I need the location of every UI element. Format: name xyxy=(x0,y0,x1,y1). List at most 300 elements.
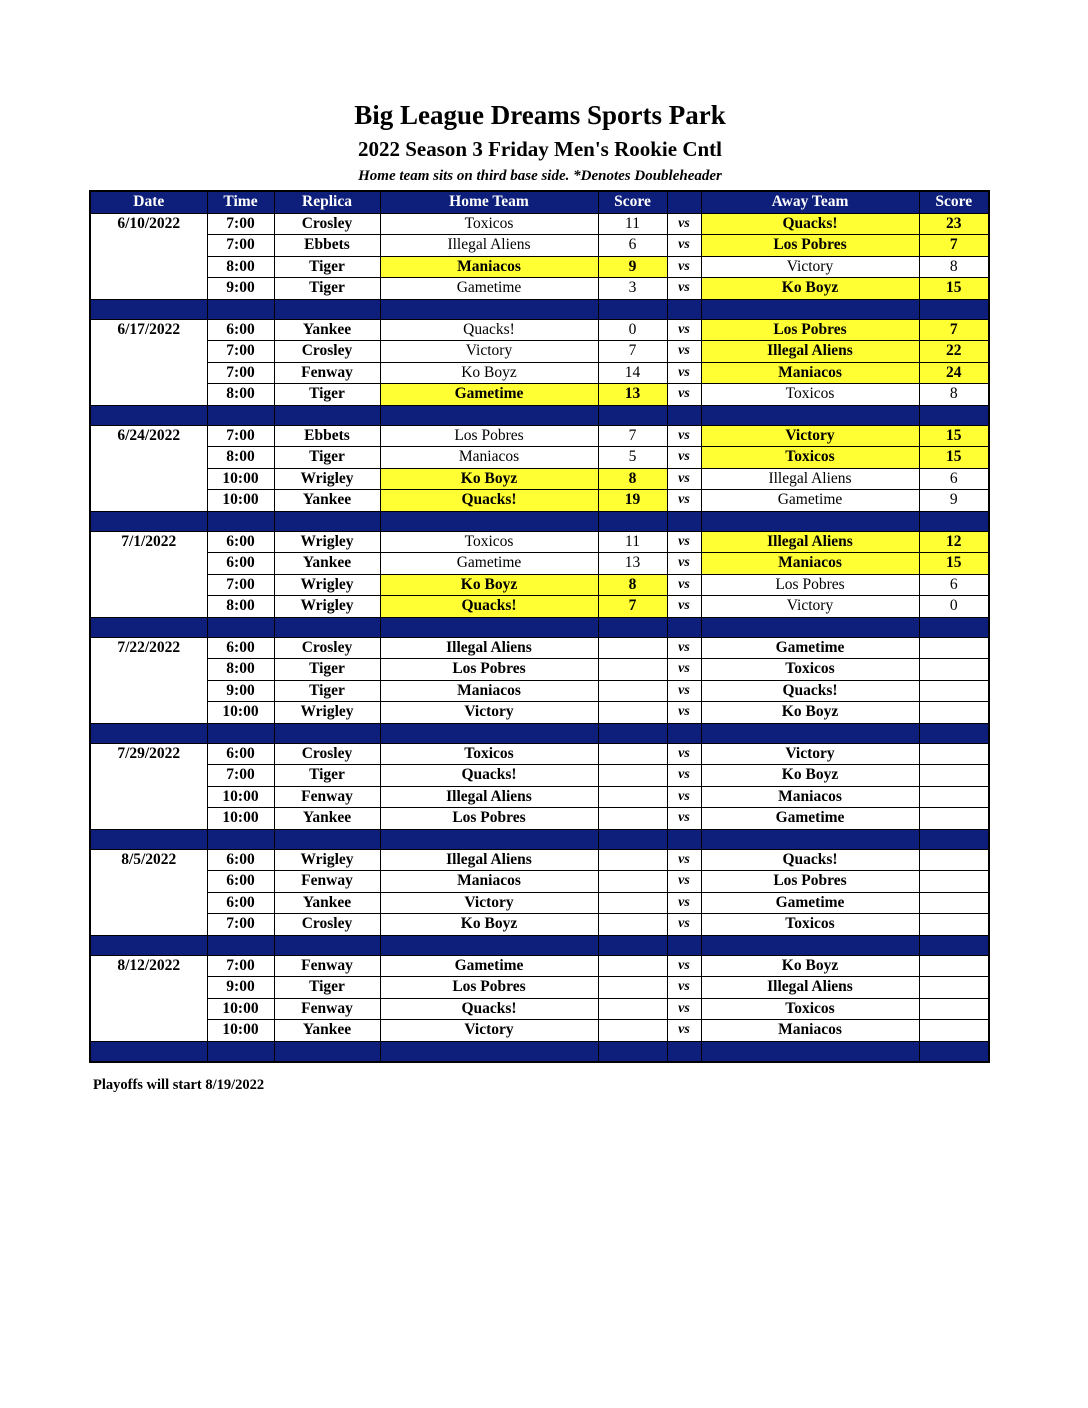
home-team: Victory xyxy=(380,702,598,724)
home-score: 19 xyxy=(598,490,667,512)
game-row xyxy=(90,278,989,300)
away-team: Los Pobres xyxy=(701,235,919,257)
game-row xyxy=(90,362,989,384)
vs-label: vs xyxy=(667,743,701,765)
home-score xyxy=(598,786,667,808)
separator-cell xyxy=(667,511,701,531)
separator-cell xyxy=(701,617,919,637)
separator-cell xyxy=(207,723,274,743)
field-name: Fenway xyxy=(274,786,380,808)
game-date xyxy=(90,808,207,830)
game-row xyxy=(90,468,989,490)
away-team: Gametime xyxy=(701,637,919,659)
game-row xyxy=(90,743,989,765)
away-score xyxy=(919,871,989,893)
game-time: 6:00 xyxy=(207,319,274,341)
vs-label: vs xyxy=(667,702,701,724)
away-team: Illegal Aliens xyxy=(701,468,919,490)
field-name: Wrigley xyxy=(274,468,380,490)
away-team: Ko Boyz xyxy=(701,765,919,787)
home-score xyxy=(598,808,667,830)
away-score: 6 xyxy=(919,468,989,490)
column-header-home-team: Home Team xyxy=(380,191,598,213)
game-row xyxy=(90,849,989,871)
vs-label: vs xyxy=(667,447,701,469)
away-score xyxy=(919,914,989,936)
week-separator xyxy=(90,935,989,955)
vs-label: vs xyxy=(667,468,701,490)
separator-cell xyxy=(90,723,207,743)
game-time: 10:00 xyxy=(207,1020,274,1042)
separator-cell xyxy=(919,723,989,743)
game-time: 7:00 xyxy=(207,425,274,447)
separator-cell xyxy=(598,299,667,319)
separator-cell xyxy=(701,405,919,425)
home-score: 8 xyxy=(598,574,667,596)
separator-cell xyxy=(380,511,598,531)
game-date xyxy=(90,765,207,787)
vs-label: vs xyxy=(667,786,701,808)
home-team: Ko Boyz xyxy=(380,914,598,936)
game-date xyxy=(90,786,207,808)
home-score: 7 xyxy=(598,596,667,618)
away-score xyxy=(919,680,989,702)
game-row xyxy=(90,786,989,808)
field-name: Fenway xyxy=(274,871,380,893)
vs-label: vs xyxy=(667,955,701,977)
schedule-note: Home team sits on third base side. *Denotes Doubleheader xyxy=(358,168,722,184)
field-name: Tiger xyxy=(274,384,380,406)
game-time: 10:00 xyxy=(207,702,274,724)
separator-cell xyxy=(90,299,207,319)
game-date xyxy=(90,256,207,278)
home-score xyxy=(598,680,667,702)
game-time: 6:00 xyxy=(207,849,274,871)
field-name: Wrigley xyxy=(274,531,380,553)
game-row xyxy=(90,702,989,724)
field-name: Ebbets xyxy=(274,235,380,257)
game-row xyxy=(90,384,989,406)
away-team: Los Pobres xyxy=(701,319,919,341)
separator-cell xyxy=(701,511,919,531)
separator-cell xyxy=(274,511,380,531)
vs-label: vs xyxy=(667,914,701,936)
field-name: Crosley xyxy=(274,213,380,235)
field-name: Tiger xyxy=(274,447,380,469)
home-score: 13 xyxy=(598,553,667,575)
home-score xyxy=(598,955,667,977)
separator-cell xyxy=(701,1041,919,1062)
home-score: 7 xyxy=(598,341,667,363)
game-row xyxy=(90,213,989,235)
game-time: 7:00 xyxy=(207,914,274,936)
vs-label: vs xyxy=(667,977,701,999)
field-name: Yankee xyxy=(274,1020,380,1042)
game-row xyxy=(90,998,989,1020)
field-name: Wrigley xyxy=(274,849,380,871)
separator-cell xyxy=(667,723,701,743)
away-team: Toxicos xyxy=(701,384,919,406)
home-team: Toxicos xyxy=(380,743,598,765)
game-time: 7:00 xyxy=(207,574,274,596)
game-date xyxy=(90,490,207,512)
game-row xyxy=(90,914,989,936)
vs-label: vs xyxy=(667,574,701,596)
field-name: Ebbets xyxy=(274,425,380,447)
field-name: Crosley xyxy=(274,341,380,363)
game-row xyxy=(90,871,989,893)
separator-cell xyxy=(667,617,701,637)
home-team: Quacks! xyxy=(380,765,598,787)
home-team: Toxicos xyxy=(380,531,598,553)
game-date xyxy=(90,680,207,702)
column-header-vs xyxy=(667,191,701,213)
away-team: Ko Boyz xyxy=(701,702,919,724)
vs-label: vs xyxy=(667,596,701,618)
game-row xyxy=(90,637,989,659)
separator-cell xyxy=(598,511,667,531)
game-time: 6:00 xyxy=(207,553,274,575)
separator-cell xyxy=(274,723,380,743)
home-team: Gametime xyxy=(380,553,598,575)
field-name: Crosley xyxy=(274,637,380,659)
home-team: Gametime xyxy=(380,384,598,406)
away-team: Maniacos xyxy=(701,786,919,808)
game-date xyxy=(90,892,207,914)
away-team: Quacks! xyxy=(701,680,919,702)
game-row xyxy=(90,553,989,575)
home-score xyxy=(598,702,667,724)
away-score: 15 xyxy=(919,447,989,469)
field-name: Tiger xyxy=(274,256,380,278)
away-score: 7 xyxy=(919,319,989,341)
separator-cell xyxy=(90,617,207,637)
separator-cell xyxy=(919,405,989,425)
game-time: 7:00 xyxy=(207,955,274,977)
home-score xyxy=(598,659,667,681)
separator-cell xyxy=(919,1041,989,1062)
away-team: Illegal Aliens xyxy=(701,977,919,999)
separator-cell xyxy=(919,829,989,849)
home-score xyxy=(598,849,667,871)
game-date: 6/17/2022 xyxy=(90,319,207,341)
vs-label: vs xyxy=(667,384,701,406)
game-date xyxy=(90,659,207,681)
separator-cell xyxy=(90,511,207,531)
home-team: Los Pobres xyxy=(380,808,598,830)
vs-label: vs xyxy=(667,256,701,278)
separator-cell xyxy=(207,405,274,425)
away-score xyxy=(919,637,989,659)
away-team: Quacks! xyxy=(701,213,919,235)
field-name: Fenway xyxy=(274,362,380,384)
game-row xyxy=(90,531,989,553)
vs-label: vs xyxy=(667,278,701,300)
home-score: 11 xyxy=(598,213,667,235)
separator-cell xyxy=(274,617,380,637)
home-team: Toxicos xyxy=(380,213,598,235)
away-score xyxy=(919,892,989,914)
game-date xyxy=(90,278,207,300)
game-date xyxy=(90,914,207,936)
page-subtitle: 2022 Season 3 Friday Men's Rookie Cntl xyxy=(357,137,722,161)
separator-cell xyxy=(207,935,274,955)
header-row xyxy=(90,191,989,213)
separator-cell xyxy=(90,405,207,425)
column-header-away-score: Score xyxy=(919,191,989,213)
column-header-home-score: Score xyxy=(598,191,667,213)
game-time: 10:00 xyxy=(207,998,274,1020)
game-row xyxy=(90,1020,989,1042)
away-team: Victory xyxy=(701,425,919,447)
game-date: 8/5/2022 xyxy=(90,849,207,871)
home-team: Ko Boyz xyxy=(380,574,598,596)
field-name: Fenway xyxy=(274,998,380,1020)
game-row xyxy=(90,977,989,999)
game-time: 7:00 xyxy=(207,765,274,787)
field-name: Yankee xyxy=(274,490,380,512)
away-score: 7 xyxy=(919,235,989,257)
away-team: Toxicos xyxy=(701,998,919,1020)
home-score xyxy=(598,743,667,765)
field-name: Yankee xyxy=(274,808,380,830)
separator-cell xyxy=(207,829,274,849)
game-time: 10:00 xyxy=(207,490,274,512)
week-separator xyxy=(90,1041,989,1062)
game-date xyxy=(90,1020,207,1042)
separator-cell xyxy=(919,935,989,955)
home-score: 0 xyxy=(598,319,667,341)
field-name: Crosley xyxy=(274,914,380,936)
home-score: 7 xyxy=(598,425,667,447)
game-row xyxy=(90,808,989,830)
vs-label: vs xyxy=(667,765,701,787)
separator-cell xyxy=(919,299,989,319)
separator-cell xyxy=(598,935,667,955)
vs-label: vs xyxy=(667,871,701,893)
away-score: 23 xyxy=(919,213,989,235)
away-team: Maniacos xyxy=(701,1020,919,1042)
vs-label: vs xyxy=(667,235,701,257)
game-date xyxy=(90,553,207,575)
away-score: 15 xyxy=(919,553,989,575)
game-date: 7/1/2022 xyxy=(90,531,207,553)
separator-cell xyxy=(701,299,919,319)
separator-cell xyxy=(207,1041,274,1062)
away-score xyxy=(919,786,989,808)
away-team: Gametime xyxy=(701,490,919,512)
playoffs-note: Playoffs will start 8/19/2022 xyxy=(93,1077,265,1093)
away-score: 0 xyxy=(919,596,989,618)
home-score xyxy=(598,1020,667,1042)
game-date xyxy=(90,871,207,893)
separator-cell xyxy=(919,617,989,637)
week-separator xyxy=(90,617,989,637)
vs-label: vs xyxy=(667,531,701,553)
separator-cell xyxy=(667,935,701,955)
away-score xyxy=(919,955,989,977)
week-separator xyxy=(90,829,989,849)
column-header-time: Time xyxy=(207,191,274,213)
away-score xyxy=(919,659,989,681)
vs-label: vs xyxy=(667,659,701,681)
vs-label: vs xyxy=(667,680,701,702)
away-team: Ko Boyz xyxy=(701,955,919,977)
home-score xyxy=(598,998,667,1020)
field-name: Crosley xyxy=(274,743,380,765)
game-time: 7:00 xyxy=(207,213,274,235)
game-date: 7/29/2022 xyxy=(90,743,207,765)
game-row xyxy=(90,892,989,914)
field-name: Yankee xyxy=(274,319,380,341)
separator-cell xyxy=(380,617,598,637)
column-header-replica: Replica xyxy=(274,191,380,213)
home-team: Illegal Aliens xyxy=(380,235,598,257)
separator-cell xyxy=(598,723,667,743)
game-row xyxy=(90,680,989,702)
away-score xyxy=(919,808,989,830)
home-team: Quacks! xyxy=(380,490,598,512)
separator-cell xyxy=(598,1041,667,1062)
game-date xyxy=(90,574,207,596)
home-team: Quacks! xyxy=(380,998,598,1020)
home-score xyxy=(598,871,667,893)
schedule-body xyxy=(90,213,989,1062)
vs-label: vs xyxy=(667,808,701,830)
field-name: Wrigley xyxy=(274,574,380,596)
home-score: 8 xyxy=(598,468,667,490)
separator-cell xyxy=(207,511,274,531)
game-row xyxy=(90,765,989,787)
away-team: Ko Boyz xyxy=(701,278,919,300)
game-time: 6:00 xyxy=(207,892,274,914)
game-time: 8:00 xyxy=(207,384,274,406)
game-time: 8:00 xyxy=(207,659,274,681)
vs-label: vs xyxy=(667,213,701,235)
home-score xyxy=(598,637,667,659)
column-header-away-team: Away Team xyxy=(701,191,919,213)
separator-cell xyxy=(207,617,274,637)
separator-cell xyxy=(90,1041,207,1062)
game-time: 6:00 xyxy=(207,743,274,765)
away-score: 6 xyxy=(919,574,989,596)
away-team: Maniacos xyxy=(701,362,919,384)
separator-cell xyxy=(90,829,207,849)
separator-cell xyxy=(919,511,989,531)
away-score: 8 xyxy=(919,384,989,406)
separator-cell xyxy=(701,935,919,955)
away-team: Los Pobres xyxy=(701,871,919,893)
home-team: Los Pobres xyxy=(380,977,598,999)
week-separator xyxy=(90,511,989,531)
away-score xyxy=(919,998,989,1020)
game-date xyxy=(90,977,207,999)
game-date xyxy=(90,235,207,257)
away-team: Los Pobres xyxy=(701,574,919,596)
away-score: 22 xyxy=(919,341,989,363)
away-team: Illegal Aliens xyxy=(701,341,919,363)
game-row xyxy=(90,659,989,681)
game-date: 6/24/2022 xyxy=(90,425,207,447)
separator-cell xyxy=(380,723,598,743)
home-team: Victory xyxy=(380,1020,598,1042)
game-date xyxy=(90,596,207,618)
game-row xyxy=(90,596,989,618)
separator-cell xyxy=(207,299,274,319)
home-team: Ko Boyz xyxy=(380,468,598,490)
vs-label: vs xyxy=(667,1020,701,1042)
vs-label: vs xyxy=(667,849,701,871)
away-score: 15 xyxy=(919,425,989,447)
vs-label: vs xyxy=(667,319,701,341)
away-score xyxy=(919,1020,989,1042)
vs-label: vs xyxy=(667,998,701,1020)
game-date xyxy=(90,998,207,1020)
away-score: 9 xyxy=(919,490,989,512)
page-title: Big League Dreams Sports Park xyxy=(354,100,726,130)
game-date xyxy=(90,384,207,406)
away-score xyxy=(919,702,989,724)
game-time: 6:00 xyxy=(207,871,274,893)
separator-cell xyxy=(701,723,919,743)
field-name: Yankee xyxy=(274,553,380,575)
field-name: Tiger xyxy=(274,765,380,787)
home-team: Gametime xyxy=(380,955,598,977)
field-name: Yankee xyxy=(274,892,380,914)
game-date xyxy=(90,702,207,724)
separator-cell xyxy=(598,405,667,425)
away-team: Illegal Aliens xyxy=(701,531,919,553)
game-time: 10:00 xyxy=(207,786,274,808)
home-score xyxy=(598,892,667,914)
game-time: 7:00 xyxy=(207,235,274,257)
separator-cell xyxy=(274,299,380,319)
game-row xyxy=(90,490,989,512)
away-team: Gametime xyxy=(701,892,919,914)
away-score: 8 xyxy=(919,256,989,278)
game-row xyxy=(90,256,989,278)
game-time: 10:00 xyxy=(207,808,274,830)
home-team: Quacks! xyxy=(380,596,598,618)
field-name: Tiger xyxy=(274,659,380,681)
game-time: 7:00 xyxy=(207,341,274,363)
separator-cell xyxy=(380,1041,598,1062)
game-date xyxy=(90,341,207,363)
field-name: Tiger xyxy=(274,278,380,300)
home-team: Maniacos xyxy=(380,871,598,893)
game-time: 9:00 xyxy=(207,278,274,300)
separator-cell xyxy=(701,829,919,849)
home-team: Los Pobres xyxy=(380,659,598,681)
separator-cell xyxy=(598,617,667,637)
field-name: Wrigley xyxy=(274,702,380,724)
game-time: 8:00 xyxy=(207,596,274,618)
game-date: 8/12/2022 xyxy=(90,955,207,977)
away-score: 12 xyxy=(919,531,989,553)
away-score: 15 xyxy=(919,278,989,300)
game-time: 8:00 xyxy=(207,256,274,278)
away-team: Quacks! xyxy=(701,849,919,871)
separator-cell xyxy=(667,299,701,319)
away-score: 24 xyxy=(919,362,989,384)
separator-cell xyxy=(380,299,598,319)
home-score: 11 xyxy=(598,531,667,553)
away-team: Victory xyxy=(701,743,919,765)
game-row xyxy=(90,447,989,469)
week-separator xyxy=(90,299,989,319)
away-score xyxy=(919,743,989,765)
home-team: Maniacos xyxy=(380,256,598,278)
